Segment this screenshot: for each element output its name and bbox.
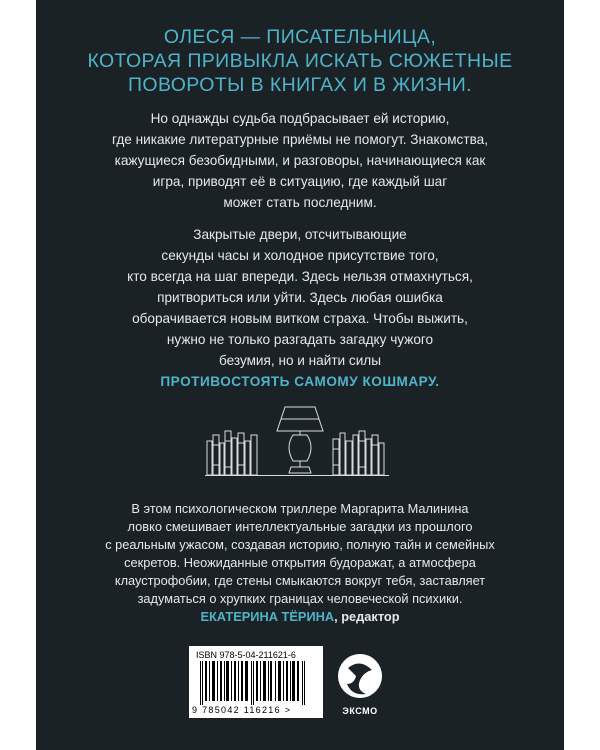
paragraph-line: секунды часы и холодное присутствие того,: [161, 248, 439, 263]
paragraph-line: может стать последним.: [223, 195, 377, 210]
publisher-name: ЭКСМО: [342, 706, 378, 716]
review-line: клаустрофобии, где стены смыкаются вокруг тебя, заставляет: [114, 573, 486, 588]
paragraph-line: безумия, но и найти силы: [218, 353, 382, 368]
paragraph-line: оборачивается новым витком страха. Чтобы выжить,: [132, 311, 468, 326]
review-line: В этом психологическом триллере Маргарита Малинина: [131, 501, 469, 516]
eksmo-logo-icon: [334, 650, 386, 714]
isbn-number: ISBN 978-5-04-211621-6: [196, 650, 296, 660]
paragraph-line: где никакие литературные приёмы не помогут. Знакомства,: [112, 132, 488, 147]
review-quote: [36, 500, 564, 626]
review-line: секретов. Неожиданные открытия будоражат, а атмосфера: [124, 555, 476, 570]
paragraph-line: игра, приводят её в ситуацию, где каждый шаг: [152, 174, 448, 189]
headline: [36, 25, 564, 97]
review-author: ЕКАТЕРИНА ТЁРИНА: [200, 609, 335, 624]
paragraph-line: Но однажды судьба подбрасывает ей историю,: [150, 111, 450, 126]
review-line: ловко смешивает интеллектуальные загадки из прошлого: [127, 519, 473, 534]
paragraph-line: притвориться или уйти. Здесь любая ошибка: [157, 290, 443, 305]
lamp-and-books-icon: [205, 405, 395, 477]
review-line: задуматься о хрупких границах человеческой психики.: [137, 591, 463, 606]
paragraph-line: кажущиеся безобидными, и разговоры, начинающиеся как: [114, 153, 486, 168]
headline-line: ОЛЕСЯ — ПИСАТЕЛЬНИЦА,: [163, 26, 437, 48]
review-role: , редактор: [334, 609, 400, 624]
barcode-icon: [196, 661, 316, 705]
review-line: с реальным ужасом, создавая историю, полную тайн и семейных: [105, 537, 495, 552]
headline-line: ПОВОРОТЫ В КНИГАХ И В ЖИЗНИ.: [128, 74, 472, 96]
paragraph-intro: [36, 108, 564, 213]
review-signature: [36, 608, 564, 626]
paragraph-line: нужно не только разгадать загадку чужого: [166, 332, 434, 347]
paragraph-tension: [36, 224, 564, 392]
barcode-digits: 9 785042 116216 >: [192, 705, 292, 715]
accent-line: ПРОТИВОСТОЯТЬ САМОМУ КОШМАРУ.: [160, 374, 440, 389]
barcode: [189, 646, 323, 718]
paragraph-line: Закрытые двери, отсчитывающие: [193, 227, 407, 242]
paragraph-line: кто всегда на шаг впереди. Здесь нельзя отмахнуться,: [127, 269, 473, 284]
headline-line: КОТОРАЯ ПРИВЫКЛА ИСКАТЬ СЮЖЕТНЫЕ: [87, 50, 513, 72]
